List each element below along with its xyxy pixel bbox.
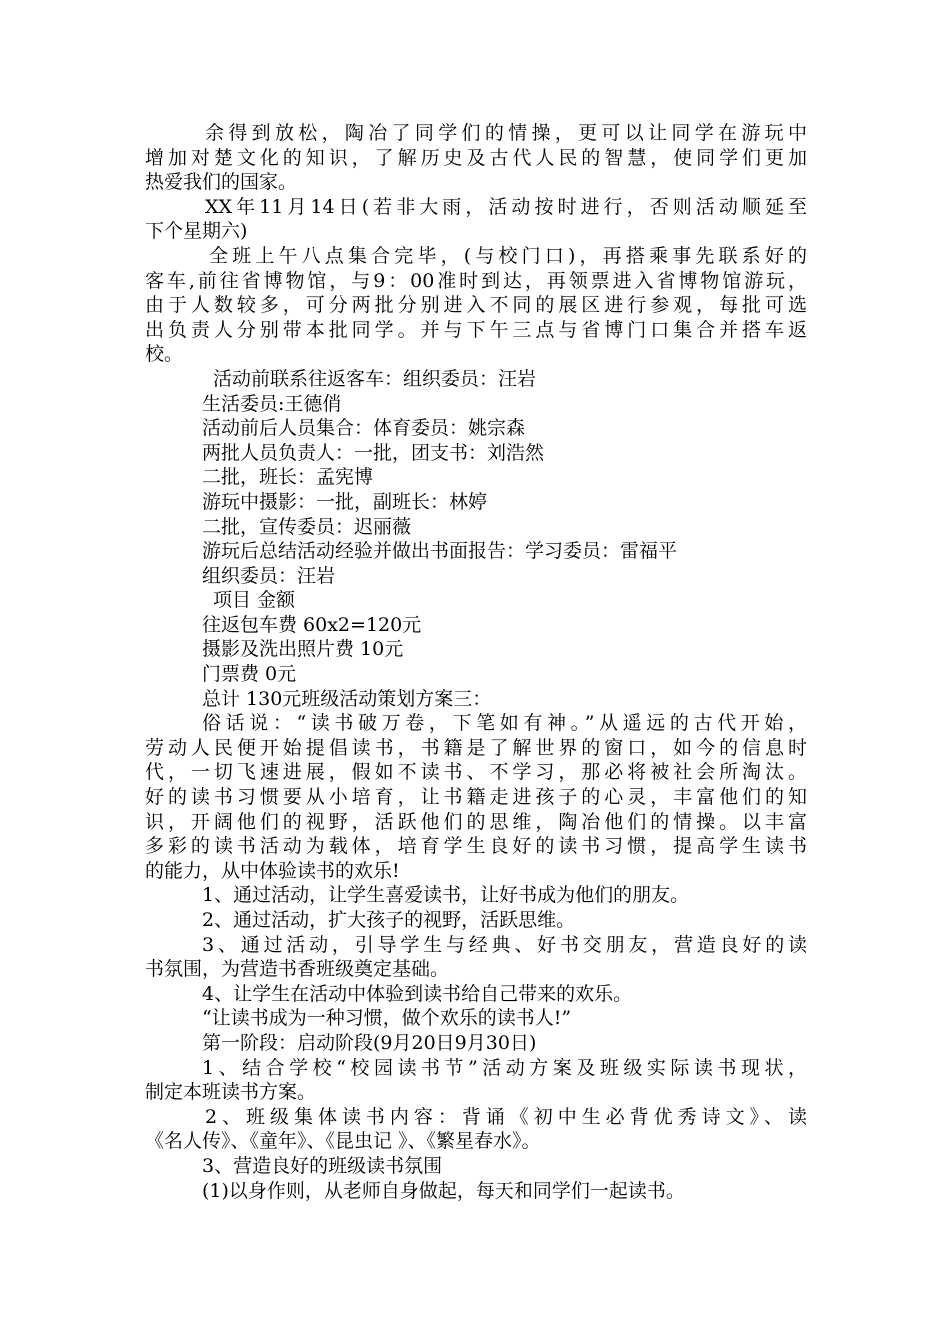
text-line: 好的读书习惯要从小培育，让书籍走进孩子的心灵，丰富他们的知: [145, 786, 807, 809]
text-line: 客车,前往省博物馆，与9：00准时到达，再领票进入省博物馆游玩，: [145, 269, 807, 292]
text-line: 生活委员:王德俏: [202, 392, 342, 415]
text-line: 热爱我们的国家。: [145, 171, 298, 194]
text-line: 第一阶段：启动阶段(9月20日9月30日): [202, 1031, 537, 1054]
text-line: 《名人传》、《童年》、《昆虫记 》、《繁星春水》。: [145, 1130, 541, 1153]
text-line: 出负责人分别带本批同学。并与下午三点与省博门口集合并搭车返: [145, 318, 807, 341]
text-line: 书氛围，为营造书香班级奠定基础。: [145, 958, 450, 981]
text-line: 3、营造良好的班级读书氛围: [202, 1154, 443, 1177]
text-line: “让读书成为一种习惯，做个欢乐的读书人!”: [202, 1007, 572, 1030]
text-line: 4、让学生在活动中体验到读书给自己带来的欢乐。: [202, 982, 633, 1005]
text-line: 游玩后总结活动经验并做出书面报告：学习委员：雷福平: [202, 540, 678, 563]
text-line: 2、通过活动，扩大孩子的视野，活跃思维。: [202, 909, 576, 931]
text-line: 摄影及洗出照片费 10元: [202, 638, 404, 661]
text-line: 识，开阔他们的视野，活跃他们的思维，陶冶他们的情操。以丰富: [145, 810, 807, 833]
text-line: 劳动人民便开始提倡读书，书籍是了解世界的窗口，如今的信息时: [145, 736, 807, 759]
text-line: 下个星期六): [145, 220, 248, 243]
text-line: 项目 金额: [213, 589, 296, 612]
text-line: 全班上午八点集合完毕，(与校门口)，再搭乘事先联系好的: [209, 244, 807, 267]
text-line: 1、结合学校“校园读书节”活动方案及班级实际读书现状，: [202, 1056, 807, 1079]
text-line: 活动前联系往返客车：组织委员：汪岩: [213, 367, 537, 390]
text-line: 两批人员负责人：一批，团支书：刘浩然: [202, 441, 545, 464]
text-line: (1)以身作则，从老师自身做起，每天和同学们一起读书。: [202, 1179, 685, 1202]
text-line: XX年11月14日(若非大雨，活动按时进行，否则活动顺延至: [205, 195, 807, 218]
text-line: 的能力，从中体验读书的欢乐!: [145, 859, 400, 882]
text-line: 俗话说：“读书破万卷，下笔如有神。”从遥远的古代开始，: [202, 712, 807, 735]
text-line: 2、班级集体读书内容：背诵《初中生必背优秀诗文》、读: [205, 1105, 807, 1128]
text-line: 总计 130元班级活动策划方案三：: [202, 687, 492, 710]
text-line: 代，一切飞速进展，假如不读书、不学习，那必将被社会所淘汰。: [145, 761, 807, 784]
text-line: 制定本班读书方案。: [145, 1081, 317, 1104]
text-line: 活动前后人员集合：体育委员：姚宗森: [202, 417, 526, 440]
text-line: 门票费 0元: [202, 663, 297, 686]
text-line: 二批，班长：孟宪博: [202, 466, 374, 489]
text-line: 往返包车费 60x2=120元: [202, 613, 422, 636]
text-line: 增加对楚文化的知识，了解历史及古代人民的智慧，使同学们更加: [145, 146, 807, 169]
text-line: 二批，宣传委员：迟丽薇: [202, 515, 412, 538]
text-line: 余得到放松，陶冶了同学们的情操，更可以让同学在游玩中: [205, 122, 807, 144]
text-line: 组织委员：汪岩: [202, 564, 336, 587]
text-line: 3、通过活动，引导学生与经典、好书交朋友，营造良好的读: [202, 933, 807, 956]
document-body: [145, 121, 807, 1203]
text-line: 由于人数较多，可分两批分别进入不同的展区进行参观，每批可选: [145, 294, 807, 317]
text-line: 多彩的读书活动为载体，培育学生良好的读书习惯，提高学生读书: [145, 835, 807, 858]
text-line: 校。: [145, 343, 184, 366]
text-line: 1、通过活动，让学生喜爱读书，让好书成为他们的朋友。: [202, 884, 690, 907]
text-line: 游玩中摄影：一批，副班长：林婷: [202, 490, 488, 513]
